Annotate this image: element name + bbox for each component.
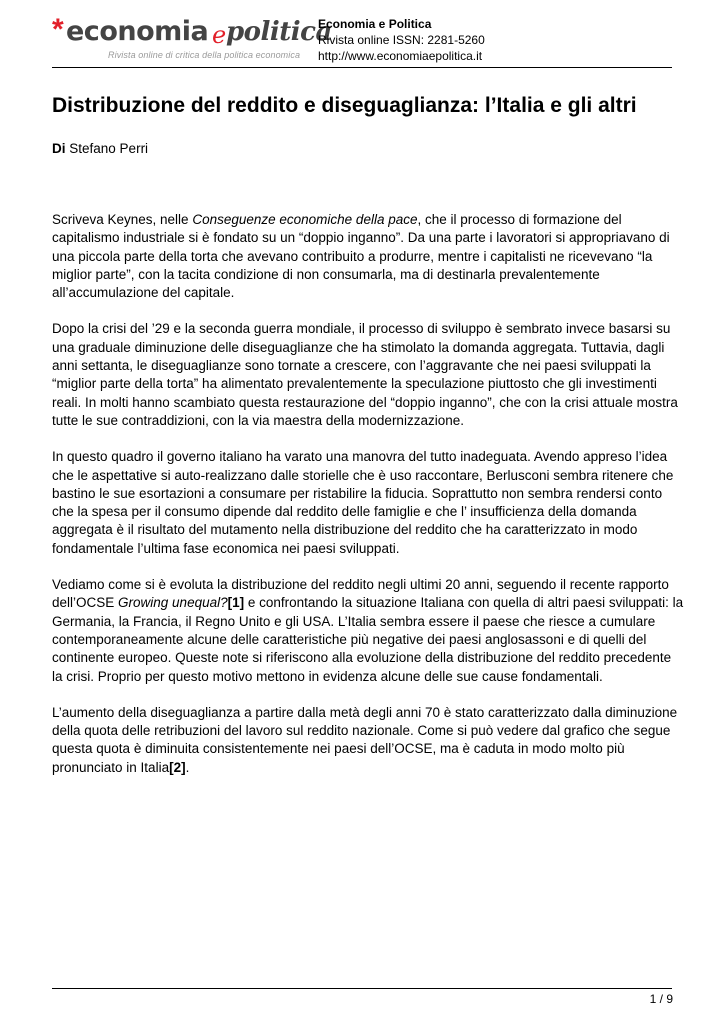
logo-star-icon: *: [52, 13, 64, 46]
paragraph-3: In questo quadro il governo italiano ha varato una manovra del tutto inadeguata. Avendo appreso l’idea che le aspettative si auto-realizzano dalle storielle che è uso raccontare, Berlusconi sembra ritenere che bastino le sue esortazioni a consumare per ristabilire la fiducia. Soprattutto non sembra rendersi conto che la spesa per il consumo dipende dal reddito delle famiglie e che l’ insufficienza della domanda aggregata è il risultato del mutamento nella distribuzione del reddito che ha caratterizzato in modo fondamentale l’ultima fase economica nei paesi sviluppati.: [52, 449, 674, 556]
footer-divider: [52, 988, 672, 989]
paragraph-4: [52, 576, 684, 686]
p5-text-a: L’aumento della diseguaglianza a partire dalla metà degli anni 70 è stato caratterizzato dalla diminuzione della quota delle retribuzioni del lavoro sul reddito nazionale. Come si può vedere dal grafico che segue questa quota è diminuita consistentemente nei paesi dell’OCSE, ma è caduta in modo molto più pronunciato in Italia: [52, 704, 678, 775]
paragraph-2: Dopo la crisi del ’29 e la seconda guerra mondiale, il processo di sviluppo è sembrato invece basarsi su una graduale diminuzione delle diseguaglianze che ha stimolato la domanda aggregata. Tuttavia, dagli anni settanta, le diseguaglianze sono tornate a crescere, con l’aggravante che nei paesi sviluppati la “miglior parte della torta” ha alimentato prevalentemente la speculazione piuttosto che gli investimenti reali. In molti hanno scambiato questa restaurazione del “doppio inganno”, che con la crisi attuale mostra tutte le sue contraddizioni, con la via maestra della modernizzazione.: [52, 321, 678, 428]
page-number: 1 / 9: [649, 992, 673, 1006]
p5-text-c: .: [185, 759, 190, 775]
author-name: Stefano Perri: [69, 141, 149, 156]
journal-issn: Rivista online ISSN: 2281-5260: [318, 33, 485, 47]
page-header: [52, 14, 672, 68]
byline: [52, 140, 148, 158]
logo[interactable]: [52, 13, 332, 68]
logo-tagline: Rivista online di critica della politica economica: [108, 50, 301, 60]
paragraph-5: [52, 704, 684, 777]
p1-text-c: , che il processo di formazione del capitalismo industriale si è fondato su un “doppio inganno”. Da una parte i lavoratori si appropriavano di una piccola parte della torta che avevano contribuito a produrre, mentre i capitalisti ne ricevevano “la miglior parte”, con la tacita condizione di non consumarla, ma di destinarla prevalentemente all’accumulazione del capitale.: [52, 212, 670, 301]
footnote-link-1[interactable]: [1]: [227, 595, 245, 611]
p4-text-a: Vediamo come si è evoluta la distribuzione del reddito negli ultimi 20 anni, seguendo il recente rapporto dell’OCSE: [52, 577, 669, 611]
logo-word-politica: politica: [226, 17, 332, 47]
article-title: Distribuzione del reddito e diseguaglianza: l’Italia e gli altri: [52, 94, 637, 117]
p1-book-title: Conseguenze economiche della pace: [192, 212, 418, 227]
paragraph-1: [52, 211, 684, 302]
article-body: [52, 211, 684, 795]
journal-title: Economia e Politica: [318, 17, 432, 31]
p4-report-title: Growing unequal?: [118, 595, 228, 611]
journal-info: [318, 16, 485, 64]
logo-word-e: e: [212, 21, 226, 49]
logo-word-economia: economia: [66, 16, 209, 47]
p4-text-c: e confrontando la situazione Italiana con quella di altri paesi sviluppati: la Germania, la Francia, il Regno Unito e gli USA. L’Italia sembra essere il paese che riesce a cumulare contemporaneamente alcune delle caratteristiche più negative dei paesi anglosassoni e di quelli del continente europeo. Queste note si riferiscono alla evoluzione della distribuzione del reddito precedente la crisi. Proprio per questo motivo mettono in evidenza alcune delle sue cause fondamentali.: [52, 595, 684, 684]
p1-text-a: Scriveva Keynes, nelle: [52, 212, 193, 227]
header-divider: [52, 67, 672, 68]
byline-prefix: Di: [52, 141, 66, 156]
footnote-link-2[interactable]: [2]: [169, 759, 186, 775]
journal-url[interactable]: http://www.economiaepolitica.it: [318, 49, 483, 63]
